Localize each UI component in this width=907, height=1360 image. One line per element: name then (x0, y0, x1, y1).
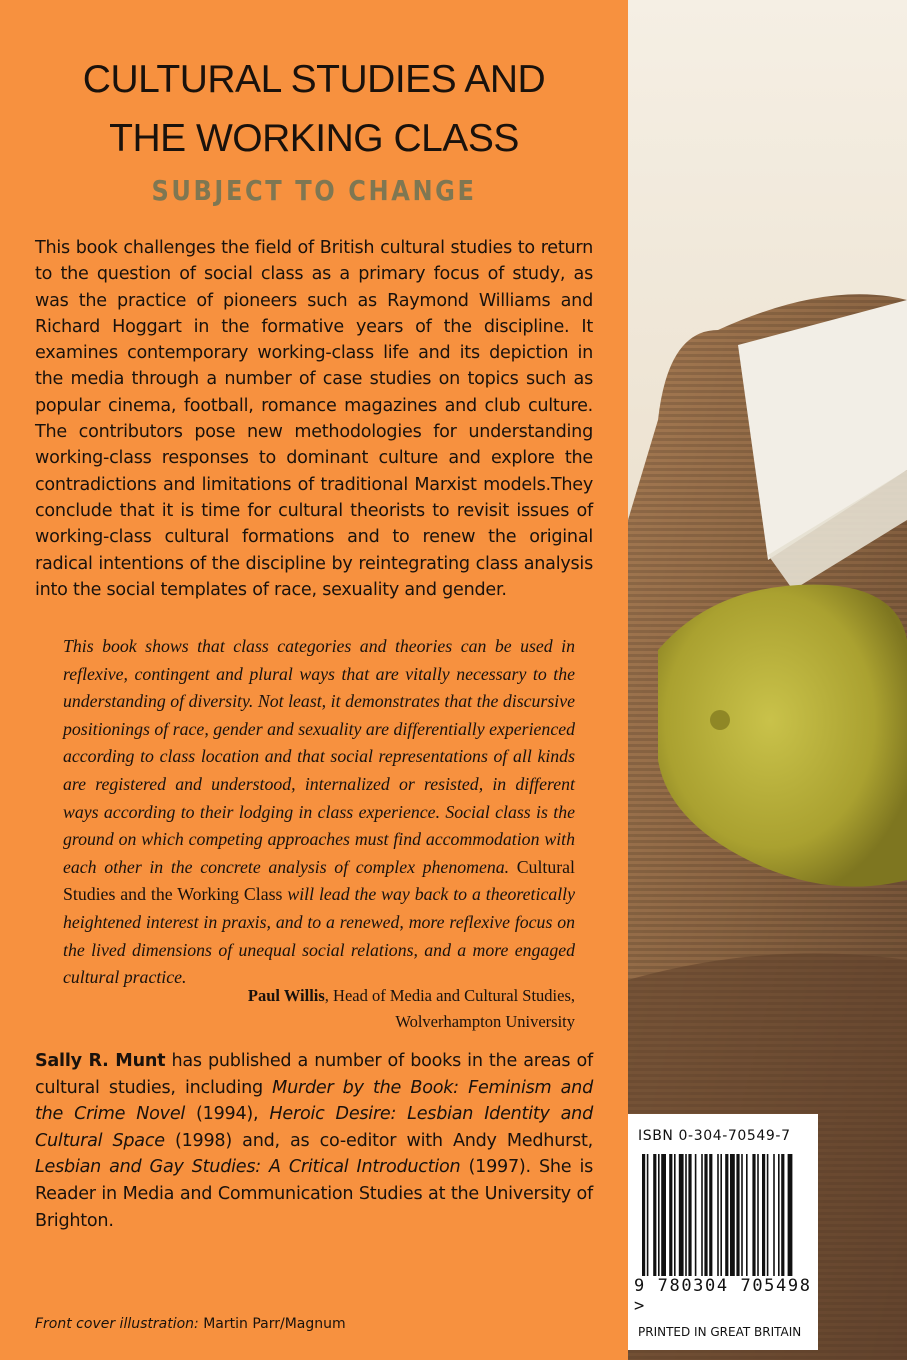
barcode-icon (632, 1154, 814, 1282)
isbn-number: ISBN 0-304-70549-7 (638, 1128, 791, 1144)
endorsement-quote (63, 633, 575, 992)
author-bio-text: has published a number of books in the areas of cultural studies, including (35, 1051, 593, 1098)
author-bio-text: (1998) and, as co-editor with Andy Medhurst, (164, 1130, 593, 1151)
quote-attribution (63, 984, 575, 1008)
barcode-digits: 9 780304 705498 > (632, 1276, 818, 1316)
quote-book-title: Cultural Studies and the Working Class (63, 856, 575, 905)
title-line-2: THE WORKING CLASS (109, 117, 519, 160)
author-book-1: Murder by the Book: Feminism and the Crime Novel (35, 1077, 593, 1125)
quote-part-1: This book shows that class categories and theories can be used in reflexive, contingent and plural ways that are vitally necessary to the understanding of diversity. Not least, it demonstrates that the discursive positionings of race, gender and sexuality are differentially experienced according to class location and that social representations of all kinds are registered and understood, internalized or resisted, in different ways according to their lodging in class experience. Social class is the ground on which competing approaches must find accommodation with each other in the concrete analysis of complex phenomena. (63, 636, 575, 877)
author-book-3: Lesbian and Gay Studies: A Critical Introduction (35, 1157, 461, 1178)
credit-label: Front cover illustration: (35, 1316, 199, 1332)
author-book-2: Heroic Desire: Lesbian Identity and Cultural Space (35, 1104, 593, 1151)
barcode-box (628, 1114, 818, 1350)
attribution-institution: Wolverhampton University (395, 1012, 575, 1031)
attribution-role: , Head of Media and Cultural Studies, (324, 986, 575, 1005)
title-line-1: CULTURAL STUDIES AND (82, 58, 546, 101)
book-description: This book challenges the field of British cultural studies to return to the question of social class as a primary focus of study, as was the practice of pioneers such as Raymond Williams and Richard Hoggart in the formative years of the discipline. It examines contemporary working-class life and its depiction in the media through a number of case studies on topics such as popular cinema, football, romance magazines and club culture. The contributors pose new methodologies for understanding working-class responses to dominant culture and explore the contradictions and limitations of traditional Marxist models.They conclude that it is time for cultural theorists to revisit issues of working-class cultural formations and to renew the original radical intentions of the discipline by reintegrating class analysis into the social templates of race, sexuality and gender. (35, 238, 593, 600)
author-bio (35, 1048, 593, 1234)
quote-part-2: will lead the way back to a theoretically heightened interest in praxis, and to a renewed, more reflexive focus on the lived dimensions of unequal social relations, and a more engaged cultural practice. (63, 884, 575, 988)
author-name: Sally R. Munt (35, 1051, 166, 1071)
attribution-name: Paul Willis (247, 986, 325, 1005)
credit-value: Martin Parr/Magnum (198, 1316, 346, 1332)
cover-credit (35, 1316, 346, 1332)
printed-in-label: PRINTED IN GREAT BRITAIN (638, 1325, 802, 1339)
author-bio-text: (1994), (185, 1104, 270, 1125)
subtitle: SUBJECT TO CHANGE (151, 174, 477, 207)
author-bio-text: (1997). She is Reader in Media and Communication Studies at the University of Brighton. (35, 1157, 593, 1231)
